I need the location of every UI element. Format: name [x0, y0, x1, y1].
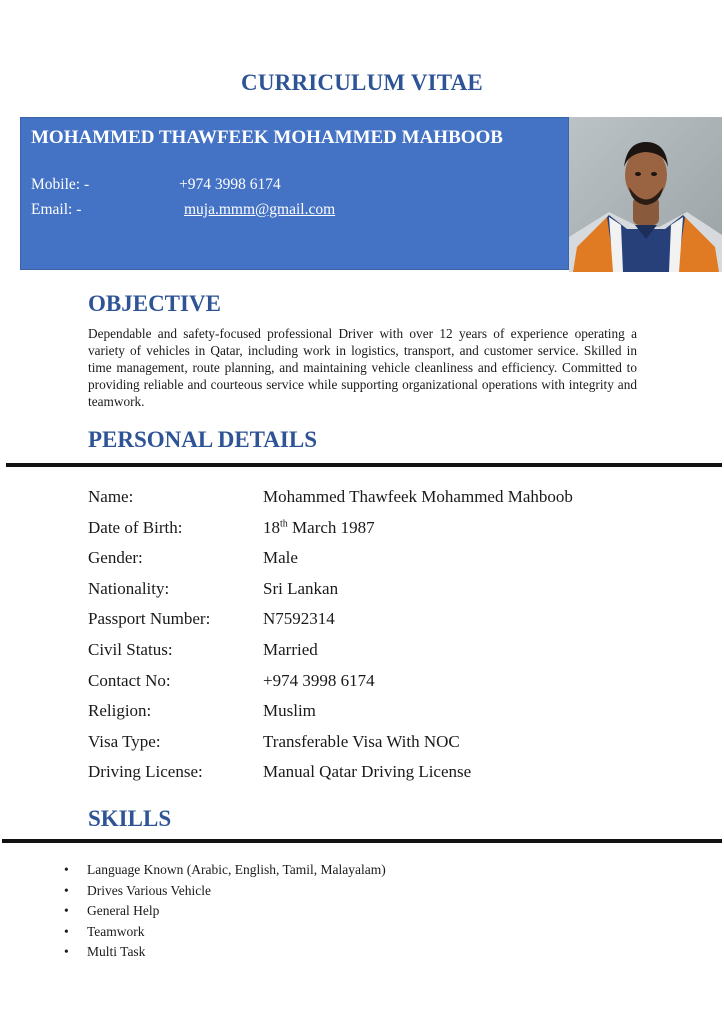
detail-value: +974 3998 6174	[263, 670, 375, 690]
header-band	[20, 117, 569, 270]
detail-value: Male	[263, 548, 298, 568]
detail-label: Passport Number:	[88, 609, 211, 629]
skill-text: Drives Various Vehicle	[87, 882, 211, 898]
skill-text: Language Known (Arabic, English, Tamil, Malayalam)	[87, 862, 386, 877]
detail-label: Nationality:	[88, 578, 170, 598]
detail-label: Visa Type:	[88, 731, 161, 751]
detail-value: Manual Qatar Driving License	[263, 762, 472, 782]
skill-text: Teamwork	[87, 923, 145, 939]
detail-value: Married	[263, 640, 318, 659]
skill-text: Multi Task	[87, 944, 146, 959]
bullet-icon: •	[64, 862, 69, 877]
list-item	[64, 903, 386, 924]
detail-label: Contact No:	[88, 670, 171, 690]
section-divider	[2, 839, 722, 843]
email-link[interactable]: muja.mmm@gmail.com	[184, 201, 336, 218]
detail-value: Transferable Visa With NOC	[263, 731, 460, 751]
detail-value: Mohammed Thawfeek Mohammed Mahboob	[263, 487, 573, 506]
detail-value	[263, 518, 375, 538]
bullet-icon: •	[64, 944, 69, 959]
email-label: Email: -	[31, 201, 82, 218]
objective-text: Dependable and safety-focused professional Driver with over 12 years of experience operating a variety of vehicles in Qatar, including work in logistics, transport, and customer service. Skilled in time management, route planning, and maintaining vehicle cleanliness and efficiency. Committed to providing reliable and courteous service while supporting organizational operations with integrity and teamwork.	[88, 326, 637, 409]
candidate-name: MOHAMMED THAWFEEK MOHAMMED MAHBOOB	[31, 127, 503, 148]
list-item	[64, 924, 386, 945]
personal-details-heading: PERSONAL DETAILS	[88, 427, 318, 452]
bullet-icon: •	[64, 882, 69, 898]
section-divider	[6, 463, 722, 467]
profile-photo-image	[569, 117, 722, 272]
detail-label: Civil Status:	[88, 640, 173, 659]
document-title: CURRICULUM VITAE	[241, 70, 483, 95]
detail-value: N7592314	[263, 609, 335, 629]
detail-value: Sri Lankan	[263, 578, 339, 598]
profile-photo	[569, 117, 722, 272]
list-item	[64, 862, 386, 883]
detail-value: Muslim	[263, 701, 316, 721]
dob-rest: March 1987	[287, 517, 375, 537]
mobile-label: Mobile: -	[31, 176, 90, 193]
detail-label: Gender:	[88, 548, 143, 568]
detail-label: Date of Birth:	[88, 517, 183, 537]
mobile-value: +974 3998 6174	[179, 176, 281, 193]
objective-heading: OBJECTIVE	[88, 291, 221, 316]
skills-list	[64, 862, 386, 965]
bullet-icon: •	[64, 923, 69, 939]
dob-ordinal-suffix: th	[280, 517, 288, 529]
list-item	[64, 944, 386, 965]
list-item	[64, 883, 386, 904]
detail-label: Driving License:	[88, 762, 203, 782]
detail-label: Religion:	[88, 701, 152, 721]
skill-text: General Help	[87, 903, 160, 918]
detail-label: Name:	[88, 487, 134, 506]
skills-heading: SKILLS	[88, 806, 172, 831]
bullet-icon: •	[64, 903, 69, 918]
dob-day: 18	[263, 517, 280, 537]
